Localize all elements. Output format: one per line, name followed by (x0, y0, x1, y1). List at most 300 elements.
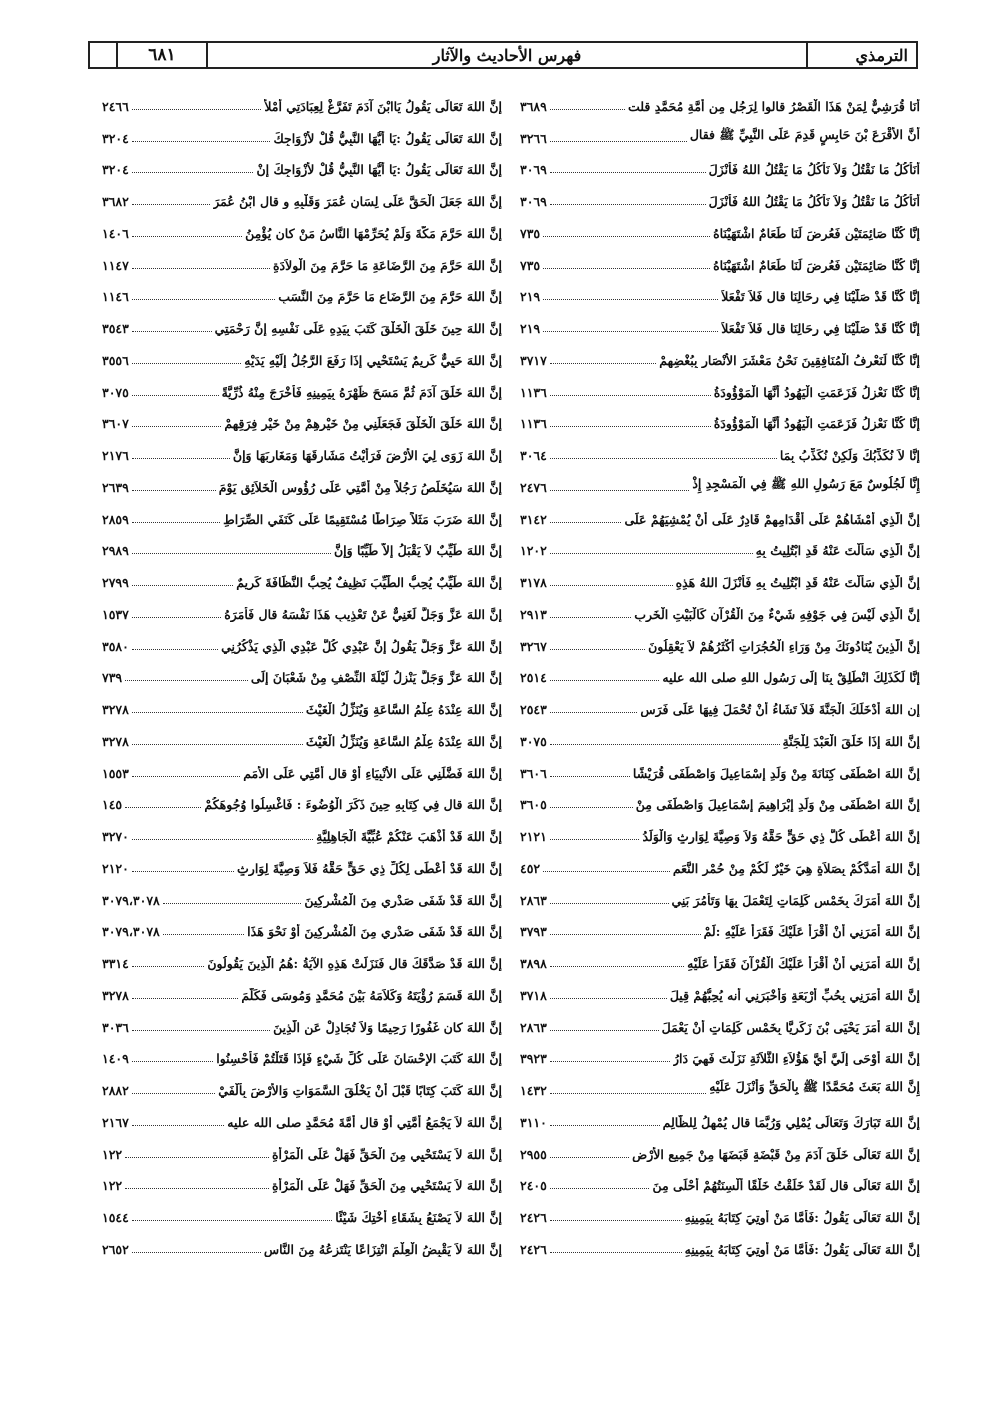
hadith-number: ٣٧١٧ (520, 352, 547, 368)
hadith-number: ٢٩٥٥ (520, 1146, 547, 1162)
hadith-text: إِنَّ اللهَ قَدْ أَعْطَى لِكُلِّ ذِي حَقٍّ حَقَّهُ فَلاَ وَصِيَّةَ لِوَارِثٍ (237, 860, 502, 876)
hadith-number: ٢٥٤٣ (520, 702, 547, 717)
hadith-number: ٣٦٨٩ (520, 98, 547, 114)
index-entry (102, 973, 502, 1005)
dot-leader (550, 204, 706, 205)
dot-leader (550, 458, 777, 459)
hadith-number: ١٢٢ (102, 1178, 123, 1194)
hadith-text: إِنَّ اللهَ قَدْ صَدَّقَكَ قال فَنَزَلَتْ هَذِهِ الآيَةُ :هُمُ الَّذِينَ يَقُولُونَ (207, 956, 502, 971)
dot-leader (132, 839, 313, 840)
dot-leader (550, 426, 711, 427)
hadith-text: إِنَّ اللهَ قَدْ شَفَى صَدْرِي مِنَ الْمُشْرِكِينَ أَوْ نَحْوَ هَذَا (247, 924, 502, 940)
hadith-text: إِنَّ اللهَ تَعَالَى خَلَقَ آدَمَ مِنْ قَبْضَةٍ قَبَضَهَا مِنْ جَمِيعِ الأَرْضِ (632, 1146, 920, 1162)
hadith-text: أَنَأْكُلُ مَا نَقْتُلُ وَلاَ نَأْكُلُ مَا يَقْتُلُ اللهُ فَأَنْزَلَ (708, 194, 920, 209)
hadith-number: ١٢٢ (102, 1146, 123, 1162)
dot-leader (132, 1125, 224, 1126)
hadith-number: ٢٤٢٦ (520, 1210, 547, 1225)
hadith-number: ٣٦٨٢ (102, 194, 129, 209)
dot-leader (543, 871, 670, 872)
hadith-text: إِنَّ اللهَ حَرَّمَ مَكَّةَ وَلَمْ يُحَرِّمْهَا النَّاسُ مَنْ كان يُؤْمِنُ (245, 225, 502, 241)
hadith-number: ١١٤٦ (102, 289, 129, 305)
dot-leader (132, 966, 204, 967)
dot-leader (550, 998, 667, 999)
hadith-text: إِنَّ اللهَ قَسَمَ رُؤْيَتَهُ وَكَلاَمَهُ بَيْنَ مُحَمَّدٍ وَمُوسَى فَكَلَّمَ (241, 987, 502, 1003)
dot-leader (543, 331, 718, 332)
hadith-text: إِنَّ اللهَ أَمَرَنِي أَنْ أَقْرَأَ عَلَيْكَ فَقَرَأَ عَلَيْهِ :لَمْ (703, 924, 920, 940)
hadith-text: إِنَّا كُنَّا نَعْزِلُ فَزَعَمَتِ الْيَهُودُ أَنَّهَا الْمَوْؤُودَةُ (713, 384, 920, 400)
hadith-number: ٢٤٢٦ (520, 1241, 547, 1257)
hadith-text: إِنَّ اللهَ سَيُخَلِّصُ رَجُلاً مِنْ أُمَّتِي عَلَى رُؤُوسِ الْخَلاَئِقِ يَوْمَ (218, 479, 502, 495)
page-header (88, 41, 918, 69)
hadith-number: ١٤٠٩ (102, 1051, 129, 1067)
index-entry (520, 560, 920, 592)
dot-leader (132, 1030, 270, 1031)
index-entry (520, 1164, 920, 1196)
hadith-text: إِنَّ اللهَ طَيِّبٌ لاَ يَقْبَلُ إِلاَّ طَيِّبًا وَإِنَّ (334, 543, 502, 559)
index-entry (520, 878, 920, 910)
hadith-text: إِنَّ اللهَ طَيِّبٌ يُحِبُّ الطَّيِّبَ نَظِيفٌ يُحِبُّ النَّظَافَةَ كَرِيمٌ (236, 575, 502, 590)
hadith-text: إِنَّ اللهَ كَتَبَ الإِحْسَانَ عَلَى كُلِّ شَيْءٍ فَإِذَا قَتَلْتُمْ فَأَحْسِنُوا (216, 1051, 502, 1067)
dot-leader (550, 141, 687, 142)
hadith-number: ٣١٤٢ (520, 511, 547, 527)
dot-leader (132, 490, 216, 491)
hadith-number: ١٥٤٤ (102, 1210, 129, 1225)
dot-leader (550, 1188, 650, 1189)
index-entry (520, 1132, 920, 1164)
dot-leader (550, 585, 673, 586)
hadith-text: إِنَّا كُنَّا لَنَعْرِفُ الْمُنَافِقِينَ نَحْنُ مَعْشَرَ الأَنْصَارِ بِبُغْضِهِمْ (659, 352, 920, 368)
hadith-text: أَنَا قُرَشِيٌّ لِمَنْ هَذَا الْقَصْرُ قالوا لِرَجُلٍ مِن أُمَّةِ مُحَمَّدٍ قلت (627, 98, 920, 114)
dot-leader (550, 395, 711, 396)
index-entry (520, 751, 920, 783)
hadith-number: ٣٢٧٨ (102, 733, 129, 749)
dot-leader (132, 1220, 332, 1221)
hadith-number: ٧٣٥ (520, 257, 541, 273)
hadith-text: إِنَّ الَّذِي لَيْسَ فِي جَوْفِهِ شَيْءٌ مِنَ الْقُرْآنِ كَالْبَيْتِ الْخَرِبِ (634, 606, 920, 622)
hadith-text: إِنَّ اللهَ قَدْ أَذْهَبَ عَنْكُمْ عُبِّيَّةَ الْجَاهِلِيَّةِ (316, 829, 502, 844)
index-entry (520, 243, 920, 275)
hadith-number: ١٢٠٢ (520, 543, 547, 559)
hadith-number: ٢٥١٤ (520, 670, 547, 686)
index-entry (520, 687, 920, 719)
hadith-number: ٢١٩ (520, 289, 541, 305)
hadith-text: إِنَّا لَكَذَلِكَ انْطَلِقْ بِنَا إِلَى رَسُولِ اللهِ صلى الله عليه (662, 670, 920, 686)
dot-leader (543, 236, 710, 237)
index-entry (102, 560, 502, 592)
hadith-text: إِنَّ اللهَ عَزَّ وَجَلَّ لَغَنِيٌّ عَنْ تَعْذِيبِ هَذَا نَفْسَهُ قال فَأَمَرَهُ (224, 606, 502, 622)
dot-leader (550, 776, 630, 777)
hadith-number: ٣٦٠٥ (520, 797, 547, 813)
hadith-text: إِنَّ اللهَ جَعَلَ الْحَقَّ عَلَى لِسَانِ عُمَرَ وَقَلْبِهِ و قال ابْنُ عُمَرَ (213, 194, 502, 209)
hadith-text: إِنَّا كُنَّا صَائِمَتَيْنِ فَعُرِضَ لَنَا طَعَامٌ اشْتَهَيْنَاهُ (713, 257, 920, 273)
index-entry (102, 1100, 502, 1132)
index-entry (102, 1227, 502, 1259)
dot-leader (132, 744, 303, 745)
dot-leader (163, 903, 302, 904)
dot-leader (125, 1157, 269, 1158)
dot-leader (550, 363, 656, 364)
hadith-number: ٣٢٦٧ (520, 638, 547, 654)
hadith-text: أَنَّ الأَقْرَعَ بْنَ حَابِسٍ قَدِمَ عَلَى النَّبِيِّ ﷺ فقال (689, 126, 920, 142)
hadith-number: ٢٤٧٦ (520, 479, 547, 495)
hadith-text: إِنَّ اللهَ فَضَّلَنِي عَلَى الأَنْبِيَاءِ أَوْ قال أُمَّتِي عَلَى الأُمَمِ (243, 765, 502, 781)
dot-leader (163, 934, 244, 935)
hadith-text: إِنَّ اللهَ بَعَثَ مُحَمَّدًا ﷺ بِالْحَقِّ وَأَنْزَلَ عَلَيْهِ (709, 1079, 920, 1094)
dot-leader (125, 807, 201, 808)
dot-leader (550, 712, 637, 713)
index-entry (102, 465, 502, 497)
hadith-number: ٢٨٦٣ (520, 1019, 547, 1035)
index-entry (102, 84, 502, 116)
hadith-text: إِنَّ اللهَ لاَ يَجْمَعُ أُمَّتِي أَوْ قال أُمَّةَ مُحَمَّدٍ صلى الله عليه (227, 1114, 502, 1130)
dot-leader (132, 1252, 261, 1253)
dot-leader (132, 331, 212, 332)
hadith-text: إِنَّ اللهَ عَزَّ وَجَلَّ يَنْزِلُ لَيْلَةَ النِّصْفِ مِنْ شَعْبَانَ إِلَى (250, 670, 502, 686)
hadith-text: إِنَّ اللهَ كان غَفُورًا رَحِيمًا وَلاَ تُجَادِلْ عَنِ الَّذِينَ (273, 1019, 502, 1035)
index-entry (520, 1068, 920, 1100)
hadith-text: إِنَّ اللهَ أَمَرَ يَحْيَى بْنَ زَكَرِيَّا بِخَمْسِ كَلِمَاتٍ أَنْ يَعْمَلَ (661, 1019, 920, 1035)
hadith-text: إِنَّ اللهَ أَمَرَنِي أَنْ أَقْرَأَ عَلَيْكَ الْقُرْآنَ فَقَرَأَ عَلَيْهِ (687, 956, 920, 971)
index-entry (102, 179, 502, 211)
hadith-number: ٣٠٧٥ (102, 384, 129, 400)
dot-leader (550, 1157, 629, 1158)
hadith-number: ٢٨٥٩ (102, 511, 129, 527)
hadith-number: ٢٩٨٩ (102, 543, 129, 559)
hadith-number: ٢٨٨٢ (102, 1083, 129, 1098)
hadith-text: إِنَّ الَّذِي سَأَلْتَ عَنْهُ قَدِ ابْتُلِيتُ بِهِ فَأَنْزَلَ اللهُ هَذِهِ (675, 575, 920, 590)
dot-leader (550, 1252, 682, 1253)
index-entry (102, 1037, 502, 1069)
hadith-number: ٢١٢١ (520, 829, 547, 844)
hadith-text: إِنَّ اللهَ أَمَدَّكُمْ بِصَلاَةٍ هِيَ خَيْرٌ لَكُمْ مِنْ حُمْرِ النَّعَمِ (672, 860, 920, 876)
hadith-number: ٣٦٠٦ (520, 765, 547, 781)
dot-leader (132, 395, 219, 396)
dot-leader (550, 934, 701, 935)
hadith-text: إِنَّ اللهَ خَلَقَ الْخَلْقَ فَجَعَلَنِي مِنْ خَيْرِهِمْ مِنْ خَيْرِ فِرَقِهِمْ (224, 416, 502, 432)
dot-leader (550, 1220, 682, 1221)
hadith-number: ٣٢٦٦ (520, 130, 547, 146)
dot-leader (550, 553, 753, 554)
index-entry (102, 370, 502, 402)
hadith-text: إِنَّا كُنَّا قَدْ صَلَّيْنَا فِي رِحَالِنَا قال فَلاَ تَفْعَلاَ (721, 321, 920, 336)
hadith-number: ٣٢٧٨ (102, 987, 129, 1003)
index-entry (102, 656, 502, 688)
index-entry (520, 624, 920, 656)
hadith-number: ٣٢٧٨ (102, 702, 129, 717)
dot-leader (132, 585, 233, 586)
index-entry (520, 719, 920, 751)
dot-leader (543, 268, 710, 269)
dot-leader (550, 1125, 660, 1126)
index-entry (520, 783, 920, 815)
index-entry (102, 910, 502, 942)
dot-leader (550, 839, 640, 840)
index-entry (102, 433, 502, 465)
dot-leader (550, 522, 622, 523)
hadith-text: إِنَّ اللهَ تَعَالَى يَقُولُ :يَا أَيُّهَا النَّبِيُّ قُلْ لأَزْوَاجِكَ (273, 130, 502, 146)
index-entry (102, 1005, 502, 1037)
index-entry (520, 84, 920, 116)
hadith-text: إِنَّ اللهَ كَتَبَ كِتَابًا قَبْلَ أَنْ يَخْلُقَ السَّمَوَاتِ وَالأَرْضَ بِأَلْفَيْ (218, 1083, 502, 1098)
index-entry (520, 306, 920, 338)
index-entry (520, 973, 920, 1005)
hadith-number: ٣٠٣٦ (102, 1019, 129, 1035)
hadith-number: ٣٠٦٤ (520, 448, 547, 463)
index-entry (520, 592, 920, 624)
hadith-text: إِنَّ اللهَ تَعَالَى يَقُولُ :يَا أَيُّهَا النَّبِيُّ قُلْ لأَزْوَاجِكَ إِنْ (256, 162, 502, 178)
hadith-text: إِنَّ اللهَ حِينَ خَلَقَ الْخَلْقَ كَتَبَ بِيَدِهِ عَلَى نَفْسِهِ إِنَّ رَحْمَتِي (214, 321, 502, 336)
hadith-text: إِنَّ الَّذِينَ يُنَادُونَكَ مِنْ وَرَاءِ الْحُجُرَاتِ أَكْثَرُهُمْ لاَ يَعْقِلُونَ (648, 638, 920, 654)
dot-leader (550, 1093, 706, 1094)
dot-leader (132, 553, 331, 554)
index-entry (102, 1132, 502, 1164)
index-entry (520, 338, 920, 370)
index-entry (520, 1005, 920, 1037)
index-entry (102, 624, 502, 656)
dot-leader (132, 236, 242, 237)
hadith-text: إِنَّ اللهَ أَمَرَنِي بِحُبِّ أَرْبَعَةٍ وَأَخْبَرَنِي أَنه يُحِبُّهُمْ قِيلَ (669, 987, 920, 1003)
hadith-text: إِنَّ اللهَ عِنْدَهُ عِلْمُ السَّاعَةِ وَيُنَزِّلُ الْغَيْثَ (305, 702, 502, 717)
index-entry (520, 656, 920, 688)
hadith-number: ٣٧٩٣ (520, 924, 547, 940)
hadith-text: إِنَّ اللهَ إِذَا خَلَقَ الْعَبْدَ لِلْجَنَّةِ (782, 733, 920, 749)
hadith-text: إِنَّا كُنَّا نَعْزِلُ فَزَعَمَتِ الْيَهُودُ أَنَّهَا الْمَوْؤُودَةُ (713, 416, 920, 432)
index-entry (520, 846, 920, 878)
hadith-number: ٢٦٥٢ (102, 1241, 129, 1257)
index-entry (102, 1164, 502, 1196)
hadith-number: ٢١٦٧ (102, 1114, 129, 1130)
hadith-text: إِنَّ اللهَ تَعَالَى يَقُولُ يَاابْنَ آدَمَ تَفَرَّغْ لِعِبَادَتِي أَمْلأْ (264, 98, 502, 114)
index-entry (520, 465, 920, 497)
hadith-number: ٢٤٠٥ (520, 1178, 547, 1194)
dot-leader (550, 966, 684, 967)
index-entry (520, 910, 920, 942)
index-entry (102, 687, 502, 719)
hadith-number: ٣١٧٨ (520, 575, 547, 590)
hadith-text: إِنَّ الَّذِي أَمْشَاهُمْ عَلَى أَقْدَامِهِمْ قَادِرٌ عَلَى أَنْ يُمْشِيَهُمْ عَلَى (624, 511, 920, 527)
hadith-number: ٧٣٩ (102, 670, 123, 686)
index-entry (102, 148, 502, 180)
dot-leader (550, 1061, 670, 1062)
hadith-number: ٣٨٩٨ (520, 956, 547, 971)
hadith-number: ٢٤٦٦ (102, 98, 129, 114)
hadith-text: إِنَّ اللهَ حَرَّمَ مِنَ الرَّضَاعِ مَا حَرَّمَ مِنَ النَّسَبِ (278, 289, 502, 305)
index-entry (102, 529, 502, 561)
right-column (520, 84, 920, 1259)
hadith-text: إِنَّ اللهَ لاَ يَسْتَحْيِي مِنَ الْحَقِّ فَهَلْ عَلَى الْمَرْأَةِ (271, 1146, 502, 1162)
hadith-text: إِنَّ اللهَ حَيِيٌّ كَرِيمٌ يَسْتَحْيِي إِذَا رَفَعَ الرَّجُلُ إِلَيْهِ يَدَيْهِ (244, 352, 502, 368)
hadith-number: ١١٣٦ (520, 416, 547, 432)
index-entry (520, 941, 920, 973)
hadith-text: أَنَأْكُلُ مَا نَقْتُلُ وَلاَ نَأْكُلُ مَا يَقْتُلُ اللهُ فَأَنْزَلَ (708, 162, 920, 178)
hadith-number: ١٥٥٣ (102, 765, 129, 781)
hadith-number: ٣٠٧٩،٣٠٧٨ (102, 924, 160, 940)
index-entry (520, 433, 920, 465)
index-entry (520, 1227, 920, 1259)
dot-leader (550, 490, 689, 491)
hadith-number: ٢١٧٦ (102, 448, 129, 463)
dot-leader (550, 807, 633, 808)
hadith-text: إِنَّ اللهَ لاَ يَصْنَعُ بِشَقَاءِ أُخْتِكَ شَيْئًا (335, 1210, 502, 1225)
book-name: الترمذي (806, 43, 916, 67)
index-entry (520, 529, 920, 561)
dot-leader (132, 268, 270, 269)
hadith-text: إِنَّ اللهَ لاَ يَقْبِضُ الْعِلْمَ انْتِزَاعًا يَنْتَزِعُهُ مِنَ النَّاسِ (263, 1241, 502, 1257)
dot-leader (550, 680, 660, 681)
hadith-number: ٣٥٥٦ (102, 352, 129, 368)
hadith-number: ٢٧٩٩ (102, 575, 129, 590)
hadith-number: ١١٣٦ (520, 384, 547, 400)
dot-leader (132, 458, 230, 459)
hadith-text: إِنَّ اللهَ ضَرَبَ مَثَلاً صِرَاطًا مُسْتَقِيمًا عَلَى كَنَفَيِ الصِّرَاطِ (223, 511, 502, 527)
dot-leader (132, 1093, 215, 1094)
hadith-text: إِنَّ اللهَ تَعَالَى قال لَقَدْ خَلَقْتُ خَلْقًا أَلْسِنَتُهُمْ أَحْلَى مِنَ (652, 1178, 920, 1194)
hadith-number: ٣٦٠٧ (102, 416, 129, 432)
index-entry (520, 402, 920, 434)
hadith-text: إِنَّ اللهَ عِنْدَهُ عِلْمُ السَّاعَةِ وَيُنَزِّلُ الْغَيْثَ (305, 733, 502, 749)
hadith-number: ٣٥٨٠ (102, 638, 129, 654)
index-entry (102, 402, 502, 434)
dot-leader (550, 903, 669, 904)
hadith-number: ١٥٣٧ (102, 606, 129, 622)
index-entry (102, 751, 502, 783)
dot-leader (132, 776, 240, 777)
hadith-number: ٣٥٤٣ (102, 321, 129, 336)
left-column (102, 84, 502, 1259)
page-number: ٦٨١ (116, 43, 206, 67)
hadith-number: ٣٢٧٠ (102, 829, 129, 844)
index-entry (102, 783, 502, 815)
index-entry (102, 941, 502, 973)
hadith-text: إِنَّ اللهَ تَبَارَكَ وَتَعَالَى يُمْلِي وَرُبَّمَا قال يُمْهِلُ لِلظَّالِمِ (662, 1114, 920, 1130)
dot-leader (550, 172, 706, 173)
index-entry (102, 814, 502, 846)
dot-leader (543, 299, 718, 300)
index-entry (520, 370, 920, 402)
hadith-text: إِنَّ اللهَ اصْطَفَى مِنْ وَلَدِ إِبْرَاهِيمَ إِسْمَاعِيلَ وَاصْطَفَى مِنْ (635, 797, 920, 813)
hadith-text: إِنَّ الَّذِي سَأَلْتَ عَنْهُ قَدِ ابْتُلِيتُ بِهِ (755, 543, 920, 559)
dot-leader (550, 109, 625, 110)
hadith-number: ٣٧١٨ (520, 987, 547, 1003)
hadith-number: ٣١١٠ (520, 1114, 547, 1130)
index-entry (102, 719, 502, 751)
index-entry (102, 846, 502, 878)
dot-leader (132, 426, 222, 427)
hadith-text: إِنَّ اللهَ لاَ يَسْتَحْيِي مِنَ الْحَقِّ فَهَلْ عَلَى الْمَرْأَةِ (271, 1178, 502, 1194)
dot-leader (132, 871, 234, 872)
dot-leader (132, 141, 271, 142)
hadith-text: إِن اللهَ أَدْخَلَكَ الْجَنَّةَ فَلاَ تَشَاءُ أَنْ تُحْمَلَ فِيهَا عَلَى فَرَسٍ (640, 702, 920, 717)
hadith-number: ٢١٢٠ (102, 860, 129, 876)
hadith-number: ٢١٩ (520, 321, 541, 336)
dot-leader (550, 1030, 659, 1031)
hadith-text: إِنَّ اللهَ زَوَى لِيَ الأَرْضَ فَرَأَيْتُ مَشَارِقَهَا وَمَغَارِبَهَا وَإِنَّ (232, 448, 502, 463)
dot-leader (132, 172, 254, 173)
index-entry (520, 116, 920, 148)
dot-leader (132, 204, 210, 205)
index-entry (102, 243, 502, 275)
dot-leader (132, 1061, 213, 1062)
index-entry (520, 1100, 920, 1132)
hadith-number: ٢٨٦٣ (520, 892, 547, 908)
index-entry (520, 814, 920, 846)
hadith-text: إِنَّ اللهَ خَلَقَ آدَمَ ثُمَّ مَسَحَ ظَهْرَهُ بِيَمِينِهِ فَأَخْرَجَ مِنْهُ ذُرِّيَّةً (221, 384, 502, 400)
index-entry (102, 116, 502, 148)
dot-leader (132, 363, 241, 364)
index-entry (520, 1037, 920, 1069)
hadith-number: ٢٩١٣ (520, 606, 547, 622)
dot-leader (125, 1188, 269, 1189)
dot-leader (132, 522, 220, 523)
hadith-text: إِنَّا لاَ نُكَذِّبُكَ وَلَكِنْ نُكَذِّبُ بِمَا (779, 448, 920, 463)
index-entry (520, 1195, 920, 1227)
hadith-number: ٣٠٦٩ (520, 194, 547, 209)
index-entry (102, 306, 502, 338)
hadith-number: ٢٦٣٩ (102, 479, 129, 495)
dot-leader (132, 712, 303, 713)
hadith-text: إِنَّ اللهَ قَدْ شَفَى صَدْرِي مِنَ الْمُشْرِكِينَ (304, 892, 502, 908)
hadith-number: ١٤٣٢ (520, 1083, 547, 1098)
index-entry (102, 338, 502, 370)
hadith-text: إِنَّ اللهَ أَوْحَى إِلَيَّ أَيَّ هَؤُلاَءِ الثَّلاَثَةِ نَزَلْتَ فَهِيَ دَارُ (673, 1051, 920, 1067)
hadith-text: إِنَّا كُنَّا قَدْ صَلَّيْنَا فِي رِحَالِنَا قال فَلاَ تَفْعَلاَ (721, 289, 920, 305)
dot-leader (125, 680, 248, 681)
hadith-number: ١٤٠٦ (102, 225, 129, 241)
hadith-text: إِنَّ اللهَ حَرَّمَ مِنَ الرَّضَاعَةِ مَا حَرَّمَ مِنَ الْوِلاَدَةِ (273, 257, 502, 273)
hadith-number: ١٤٥ (102, 797, 123, 813)
hadith-text: إِنَّ اللهَ أَمَرَكَ بِخَمْسِ كَلِمَاتٍ لِتَعْمَلَ بِهَا وَتَأْمُرَ بَنِي (671, 892, 920, 908)
index-entry (102, 1195, 502, 1227)
dot-leader (132, 299, 275, 300)
hadith-text: إِنَّ اللهَ عَزَّ وَجَلَّ يَقُولُ إِنَّ عَبْدِي كُلَّ عَبْدِي الَّذِي يَذْكُرُنِي (221, 638, 502, 654)
hadith-number: ٧٣٥ (520, 225, 541, 241)
hadith-number: ٣٠٦٩ (520, 162, 547, 178)
index-entry (102, 497, 502, 529)
hadith-number: ٣٠٧٩،٣٠٧٨ (102, 892, 160, 908)
index-entry (102, 592, 502, 624)
hadith-text: إِنَّ اللهَ اصْطَفَى كِنَانَةَ مِنْ وَلَدِ إِسْمَاعِيلَ وَاصْطَفَى قُرَيْشًا (632, 765, 920, 781)
hadith-number: ٣٢٠٤ (102, 162, 129, 178)
dot-leader (132, 109, 261, 110)
index-entry (520, 211, 920, 243)
dot-leader (132, 617, 221, 618)
hadith-number: ١١٤٧ (102, 257, 129, 273)
hadith-number: ٣٠٧٥ (520, 733, 547, 749)
index-entry (520, 148, 920, 180)
header-blank-cell (90, 43, 116, 67)
dot-leader (550, 617, 631, 618)
hadith-text: إِنَّ اللهَ تَعَالَى يَقُولُ :فَأَمَّا مَنْ أُوتِيَ كِتَابَهُ بِيَمِينِهِ (684, 1210, 920, 1225)
hadith-text: إِنَّ اللهَ قال فِي كِتَابِهِ حِينَ ذَكَرَ الْوُضُوءَ : فَاغْسِلُوا وُجُوهَكُمْ (204, 797, 502, 813)
dot-leader (132, 998, 239, 999)
dot-leader (550, 649, 645, 650)
hadith-number: ٣٢٠٤ (102, 130, 129, 146)
hadith-text: إِنَّ اللهَ أَعْطَى كُلَّ ذِي حَقٍّ حَقَّهُ وَلاَ وَصِيَّةَ لِوَارِثٍ وَالْوَلَدُ (642, 829, 920, 844)
index-entry (520, 497, 920, 529)
index-entry (102, 211, 502, 243)
hadith-text: إِنَّا لَجُلُوسٌ مَعَ رَسُولِ اللهِ ﷺ فِي الْمَسْجِدِ إِذْ (692, 475, 920, 491)
hadith-number: ٣٣١٤ (102, 956, 129, 971)
hadith-number: ٤٥٢ (520, 860, 541, 876)
index-entry (102, 878, 502, 910)
index-entry (102, 1068, 502, 1100)
index-entry (520, 275, 920, 307)
index-title: فهرس الأحاديث والآثار (206, 43, 806, 67)
hadith-number: ٣٩٢٣ (520, 1051, 547, 1067)
dot-leader (132, 649, 218, 650)
hadith-text: إِنَّا كُنَّا صَائِمَتَيْنِ فَعُرِضَ لَنَا طَعَامٌ اشْتَهَيْنَاهُ (713, 225, 920, 241)
hadith-text: إِنَّ اللهَ تَعَالَى يَقُولُ :فَأَمَّا مَنْ أُوتِيَ كِتَابَهُ بِيَمِينِهِ (684, 1241, 920, 1257)
